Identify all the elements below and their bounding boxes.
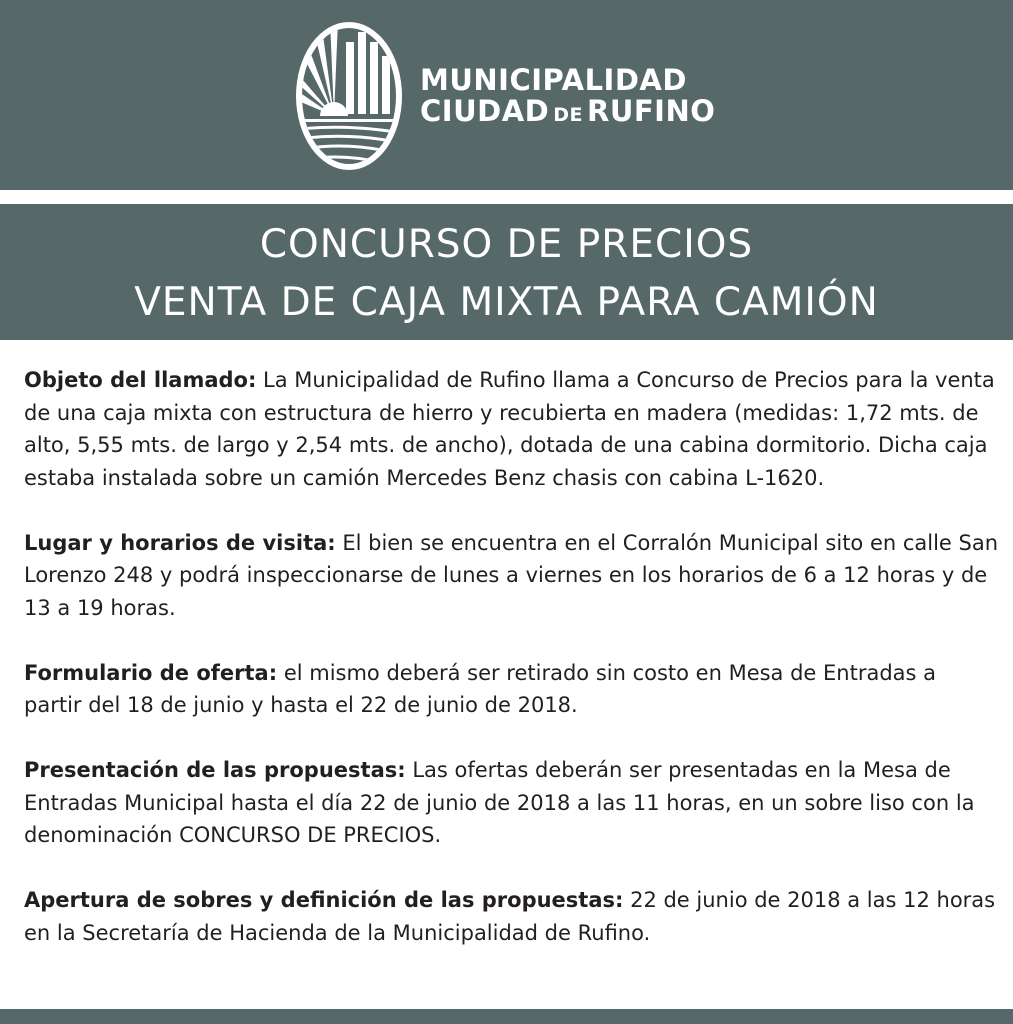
announcement-body xyxy=(24,364,999,982)
section-lugar-horarios xyxy=(24,527,999,625)
section-label: Lugar y horarios de visita: xyxy=(24,530,336,555)
section-label: Presentación de las propuestas: xyxy=(24,758,406,782)
section-label: Apertura de sobres y definición de las propuestas: xyxy=(24,888,624,912)
organization-name-line1: MUNICIPALIDAD xyxy=(420,63,687,97)
section-text: El bien se encuentra en el Corralón Municipal sito en calle San Lorenzo 248 y podrá inspeccionarse de lunes a viernes en los horarios de 6 a 12 horas y de 13 a 19 horas. xyxy=(24,530,999,620)
organization-name xyxy=(420,63,716,128)
section-label: Objeto del llamado: xyxy=(24,368,257,392)
organization-name-de: DE xyxy=(553,104,583,126)
section-presentacion xyxy=(24,754,999,852)
footer-bar xyxy=(0,1009,1013,1024)
section-objeto xyxy=(24,364,999,494)
section-text: el mismo deberá ser retirado sin costo en Mesa de Entradas a partir del 18 de junio y hasta el 22 de junio de 2018. xyxy=(24,660,937,717)
page-title-line2: VENTA DE CAJA MIXTA PARA CAMIÓN xyxy=(134,280,879,325)
page-title-line1: CONCURSO DE PRECIOS xyxy=(259,222,754,267)
organization-name-ciudad: CIUDAD xyxy=(420,94,550,128)
organization-name-rufino: RUFINO xyxy=(586,94,716,128)
section-label: Formulario de oferta: xyxy=(24,660,278,685)
section-formulario xyxy=(24,657,999,722)
header-banner xyxy=(0,0,1013,190)
municipal-emblem-icon xyxy=(294,20,404,172)
section-text: La Municipalidad de Rufino llama a Concurso de Precios para la venta de una caja mixta con estructura de hierro y recubierta en madera (medidas: 1,72 mts. de alto, 5,55 mts. de largo y 2,54 mts. de ancho), dotada de una cabina dormitorio. Dicha caja estaba instalada sobre un camión Mercedes Benz chasis con cabina L-1620. xyxy=(24,368,995,490)
section-text: Las ofertas deberán ser presentadas en la Mesa de Entradas Municipal hasta el día 22 de junio de 2018 a las 11 horas, en un sobre liso con la denominación CONCURSO DE PRECIOS. xyxy=(24,758,975,847)
section-text: 22 de junio de 2018 a las 12 horas en la Secretaría de Hacienda de la Municipalidad de Rufino. xyxy=(24,888,996,945)
organization-name-line2 xyxy=(420,94,716,128)
section-apertura xyxy=(24,884,999,949)
